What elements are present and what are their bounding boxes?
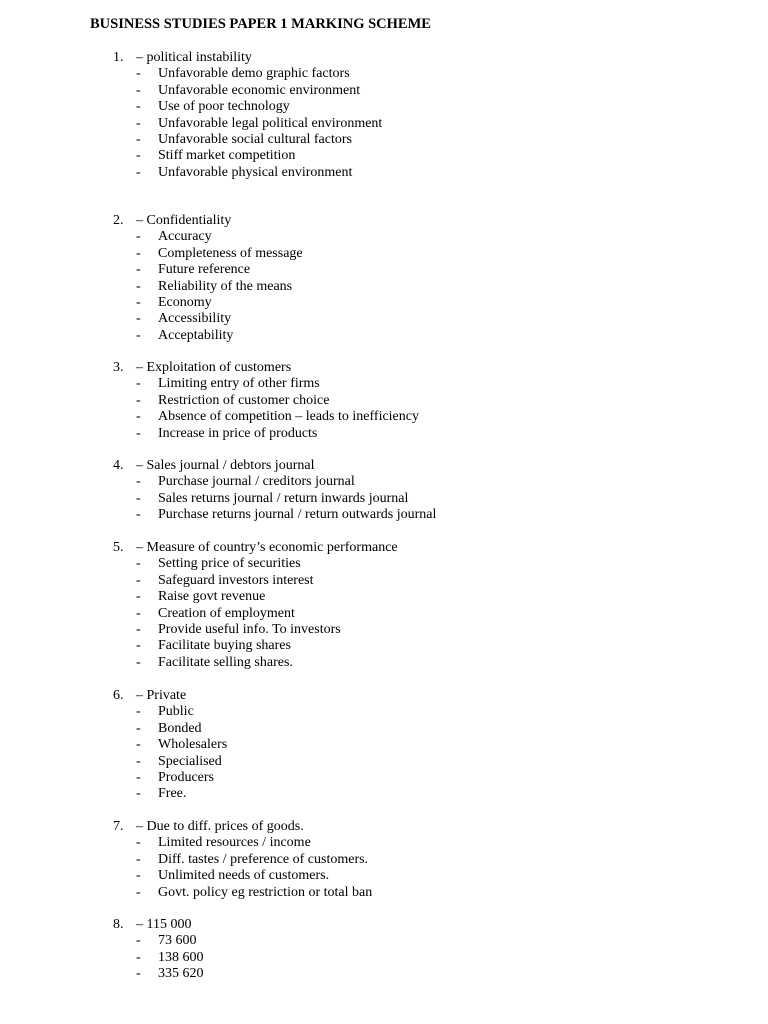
bullet-dash: -: [136, 654, 141, 670]
answer-item: [0, 589, 768, 605]
bullet-dash: -: [136, 835, 141, 851]
answer-text: Purchase journal / creditors journal: [158, 474, 355, 490]
bullet-dash: -: [136, 720, 141, 736]
answer-item: [0, 868, 768, 884]
bullet-dash: -: [136, 425, 141, 441]
question-first-line: [0, 688, 768, 704]
question-number: 3.: [113, 360, 124, 375]
answer-item: [0, 573, 768, 589]
answer-item: [0, 606, 768, 622]
bullet-dash: -: [136, 786, 141, 802]
bullet-dash: -: [136, 490, 141, 506]
answer-item: [0, 966, 768, 982]
bullet-dash: -: [136, 164, 141, 180]
answer-item: [0, 704, 768, 720]
answer-item: [0, 933, 768, 949]
bullet-dash: -: [136, 572, 141, 588]
answer-item: [0, 721, 768, 737]
question-number: 5.: [113, 540, 124, 555]
answer-item: [0, 311, 768, 327]
question-first-answer: – Due to diff. prices of goods.: [136, 819, 304, 834]
bullet-dash: -: [136, 589, 141, 605]
answer-item: [0, 99, 768, 115]
bullet-dash: -: [136, 868, 141, 884]
question-5: [0, 540, 768, 671]
question-number: 1.: [113, 50, 124, 65]
answer-item: [0, 66, 768, 82]
bullet-dash: -: [136, 474, 141, 490]
answer-item: [0, 328, 768, 344]
question-first-line: [0, 917, 768, 933]
bullet-dash: -: [136, 884, 141, 900]
bullet-dash: -: [136, 392, 141, 408]
bullet-dash: -: [136, 327, 141, 343]
answer-text: Increase in price of products: [158, 425, 318, 441]
question-number: 2.: [113, 213, 124, 228]
answer-item: [0, 376, 768, 392]
answer-text: Reliability of the means: [158, 278, 293, 294]
answer-text: Facilitate selling shares.: [158, 654, 293, 670]
answer-text: Economy: [158, 294, 212, 310]
bullet-dash: -: [136, 638, 141, 654]
answer-text: Purchase returns journal / return outwards journal: [158, 507, 437, 523]
answer-text: 335 620: [158, 966, 204, 982]
bullet-dash: -: [136, 294, 141, 310]
answer-text: Govt. policy eg restriction or total ban: [158, 884, 373, 900]
bullet-dash: -: [136, 311, 141, 327]
question-first-answer: – Exploitation of customers: [136, 360, 292, 375]
question-first-line: [0, 540, 768, 556]
answer-text: Restriction of customer choice: [158, 392, 330, 408]
question-first-answer: – Private: [136, 688, 187, 703]
answer-text: Wholesalers: [158, 737, 228, 753]
document-title: BUSINESS STUDIES PAPER 1 MARKING SCHEME: [90, 16, 431, 32]
bullet-dash: -: [136, 621, 141, 637]
answer-text: Setting price of securities: [158, 556, 301, 572]
bullet-dash: -: [136, 851, 141, 867]
answer-text: Producers: [158, 769, 214, 785]
bullet-dash: -: [136, 66, 141, 82]
answer-item: [0, 507, 768, 523]
question-first-answer: – Measure of country’s economic performance: [136, 540, 398, 555]
bullet-dash: -: [136, 148, 141, 164]
answer-text: Unfavorable economic environment: [158, 82, 361, 98]
question-2: [0, 213, 768, 344]
answer-text: Absence of competition – leads to inefficiency: [158, 409, 419, 425]
answer-item: [0, 229, 768, 245]
answer-text: Free.: [158, 786, 187, 802]
question-6: [0, 688, 768, 803]
answer-item: [0, 295, 768, 311]
answer-text: Provide useful info. To investors: [158, 621, 341, 637]
answer-item: [0, 148, 768, 164]
answer-text: 73 600: [158, 933, 197, 949]
answer-text: Public: [158, 704, 194, 720]
answer-text: Bonded: [158, 720, 202, 736]
answer-item: [0, 491, 768, 507]
answer-text: 138 600: [158, 949, 204, 965]
answer-text: Completeness of message: [158, 245, 303, 261]
question-first-line: [0, 360, 768, 376]
answer-item: [0, 246, 768, 262]
answer-text: Unlimited needs of customers.: [158, 868, 330, 884]
bullet-dash: -: [136, 376, 141, 392]
answer-text: Creation of employment: [158, 605, 295, 621]
answer-item: [0, 885, 768, 901]
question-first-answer: – Sales journal / debtors journal: [136, 458, 315, 473]
question-1: [0, 50, 768, 181]
answer-text: Accuracy: [158, 229, 212, 245]
answer-item: [0, 132, 768, 148]
question-8: [0, 917, 768, 983]
answer-text: Diff. tastes / preference of customers.: [158, 851, 369, 867]
bullet-dash: -: [136, 966, 141, 982]
answer-item: [0, 754, 768, 770]
answer-text: Limiting entry of other firms: [158, 376, 320, 392]
answer-item: [0, 116, 768, 132]
answer-text: Unfavorable social cultural factors: [158, 131, 352, 147]
answer-text: Safeguard investors interest: [158, 572, 314, 588]
question-first-line: [0, 819, 768, 835]
bullet-dash: -: [136, 245, 141, 261]
question-number: 8.: [113, 917, 124, 932]
bullet-dash: -: [136, 949, 141, 965]
bullet-dash: -: [136, 82, 141, 98]
bullet-dash: -: [136, 704, 141, 720]
answer-text: Specialised: [158, 753, 222, 769]
answer-text: Use of poor technology: [158, 99, 290, 115]
answer-text: Unfavorable legal political environment: [158, 115, 383, 131]
answer-item: [0, 786, 768, 802]
question-first-line: [0, 458, 768, 474]
question-first-line: [0, 213, 768, 229]
answer-item: [0, 737, 768, 753]
bullet-dash: -: [136, 131, 141, 147]
bullet-dash: -: [136, 262, 141, 278]
answer-item: [0, 426, 768, 442]
answer-item: [0, 165, 768, 181]
question-first-answer: – political instability: [136, 50, 252, 65]
bullet-dash: -: [136, 409, 141, 425]
bullet-dash: -: [136, 99, 141, 115]
answer-item: [0, 409, 768, 425]
answer-text: Raise govt revenue: [158, 589, 266, 605]
answer-text: Sales returns journal / return inwards journal: [158, 490, 409, 506]
bullet-dash: -: [136, 278, 141, 294]
question-3: [0, 360, 768, 442]
question-first-answer: – Confidentiality: [136, 213, 232, 228]
answer-item: [0, 474, 768, 490]
bullet-dash: -: [136, 556, 141, 572]
answer-text: Acceptability: [158, 327, 234, 343]
answer-text: Unfavorable physical environment: [158, 164, 353, 180]
answer-item: [0, 655, 768, 671]
answer-text: Facilitate buying shares: [158, 638, 291, 654]
answer-text: Stiff market competition: [158, 148, 296, 164]
bullet-dash: -: [136, 605, 141, 621]
answer-item: [0, 852, 768, 868]
answer-text: Unfavorable demo graphic factors: [158, 66, 350, 82]
bullet-dash: -: [136, 753, 141, 769]
bullet-dash: -: [136, 933, 141, 949]
answer-text: Accessibility: [158, 311, 232, 327]
question-number: 4.: [113, 458, 124, 473]
answer-text: Future reference: [158, 262, 251, 278]
answer-item: [0, 393, 768, 409]
question-first-line: [0, 50, 768, 66]
answer-item: [0, 262, 768, 278]
bullet-dash: -: [136, 507, 141, 523]
answer-item: [0, 950, 768, 966]
answer-item: [0, 770, 768, 786]
answer-item: [0, 83, 768, 99]
answer-text: Limited resources / income: [158, 835, 311, 851]
answer-item: [0, 835, 768, 851]
question-number: 6.: [113, 688, 124, 703]
question-number: 7.: [113, 819, 124, 834]
bullet-dash: -: [136, 229, 141, 245]
answer-item: [0, 279, 768, 295]
bullet-dash: -: [136, 115, 141, 131]
question-7: [0, 819, 768, 901]
bullet-dash: -: [136, 737, 141, 753]
answer-item: [0, 638, 768, 654]
answer-item: [0, 556, 768, 572]
bullet-dash: -: [136, 769, 141, 785]
question-first-answer: – 115 000: [136, 917, 192, 932]
question-4: [0, 458, 768, 524]
answer-item: [0, 622, 768, 638]
